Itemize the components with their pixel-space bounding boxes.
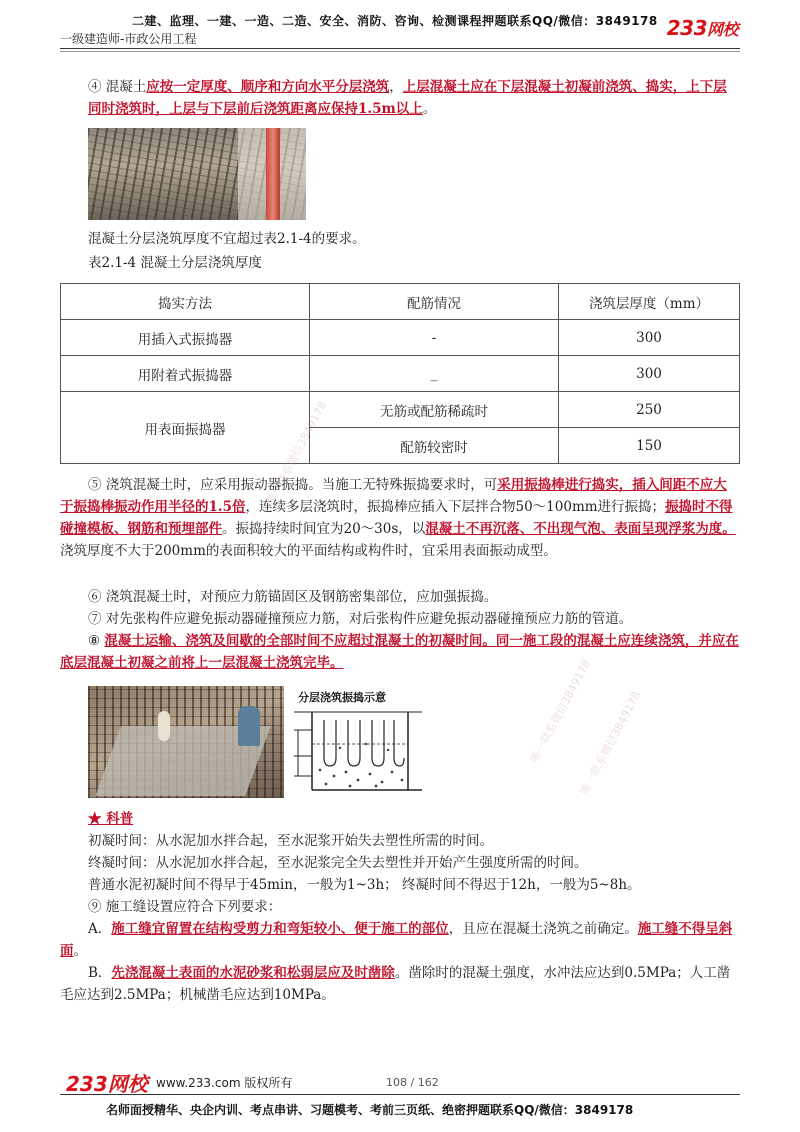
- table-cell: _: [310, 356, 559, 392]
- page-number: 108 / 162: [386, 1076, 439, 1089]
- layer-thickness-table: [60, 283, 740, 464]
- footer-contact-line: 名师面授精华、央企内训、考点串讲、习题模考、考前三页纸、绝密押题联系QQ/微信：3849178: [106, 1103, 634, 1117]
- table-cell: 用表面振捣器: [61, 392, 310, 464]
- paragraph-8: ⑧ 混凝土运输、浇筑及间歇的全部时间不应超过混凝土的初凝时间。同一施工段的混凝土应连续浇筑，并应在底层混凝土初凝之前将上一层混凝土浇筑完毕。: [60, 633, 739, 671]
- paragraph-b: B．先浇混凝土表面的水泥砂浆和松弱层应及时凿除。凿除时的混凝土强度，水冲法应达到0.5MPa；人工凿毛应达到2.5MPa；机械凿毛应达到10MPa。: [60, 965, 731, 1003]
- table-row: [61, 320, 740, 356]
- table-cell: 用附着式振捣器: [61, 356, 310, 392]
- intro-text: 混凝土分层浇筑厚度不宜超过表2.1-4的要求。: [88, 231, 366, 247]
- paragraph-6: ⑥ 浇筑混凝土时，对预应力筋锚固区及钢筋密集部位，应加强振捣。: [88, 589, 498, 605]
- header-rule: [60, 48, 740, 49]
- table-cell: -: [310, 320, 559, 356]
- table-cell: 250: [559, 392, 740, 428]
- science-line-2: 终凝时间：从水泥加水拌合起，至水泥浆完全失去塑性并开始产生强度所需的时间。: [88, 855, 588, 871]
- table-row: [61, 392, 740, 428]
- header-contact-line: 二建、监理、一建、一造、二造、安全、消防、咨询、检测课程押题联系QQ/微信：3849178: [132, 14, 658, 28]
- table-header: 浇筑层厚度（mm）: [559, 284, 740, 320]
- table-header-row: [61, 284, 740, 320]
- footer-site[interactable]: www.233.com 版权所有: [156, 1076, 293, 1090]
- table-cell: 用插入式振捣器: [61, 320, 310, 356]
- table-cell: 300: [559, 320, 740, 356]
- paragraph-5: ⑤ 浇筑混凝土时，应采用振动器振捣。当施工无特殊振捣要求时，可采用振捣棒进行捣实，插入间距不应大于振捣棒振动作用半径的1.5倍，连续多层浇筑时，振捣棒应插入下层拌合物50～100mm进行振捣；振捣时不得碰撞模板、钢筋和预埋部件。振捣持续时间宜为20～30s，以混凝土不再沉落、不出现气泡、表面呈现浮浆为度。浇筑厚度不大于200mm的表面积较大的平面结构或构件时，宜采用表面振动成型。: [60, 477, 736, 559]
- science-line-1: 初凝时间：从水泥加水拌合起，至水泥浆开始失去塑性所需的时间。: [88, 833, 493, 849]
- table-cell: 配筋较密时: [310, 428, 559, 464]
- paragraph-7: ⑦ 对先张构件应避免振动器碰撞预应力筋，对后张构件应避免振动器碰撞预应力筋的管道。: [88, 611, 633, 627]
- header-subject: 一级建造师-市政公用工程: [60, 32, 197, 46]
- footer-logo: 233网校: [66, 1072, 148, 1096]
- diagram-title: 分层浇筑振捣示意: [298, 691, 386, 704]
- paragraph-a: A．施工缝宜留置在结构受剪力和弯矩较小、便于施工的部位，且应在混凝土浇筑之前确定。施工缝不得呈斜面。: [60, 921, 733, 959]
- layered-pouring-diagram: [290, 686, 426, 798]
- table-cell: 300: [559, 356, 740, 392]
- brand-logo: 233网校: [666, 16, 738, 40]
- watermark: 唯一联系微信3849178: [577, 689, 644, 798]
- construction-photo-2: [88, 686, 284, 798]
- watermark: 唯一联系微信3849178: [527, 657, 594, 766]
- table-cell: 无筋或配筋稀疏时: [310, 392, 559, 428]
- table-caption: 表2.1-4 混凝土分层浇筑厚度: [88, 255, 262, 271]
- paragraph-9: ⑨ 施工缝设置应符合下列要求：: [88, 899, 282, 915]
- construction-photo-1: [88, 128, 306, 220]
- watermark: 唯一联系微信3849178: [263, 399, 330, 508]
- table-cell: 150: [559, 428, 740, 464]
- science-title: ★ 科普: [88, 811, 134, 827]
- paragraph-4: ④ 混凝土应按一定厚度、顺序和方向水平分层浇筑，上层混凝土应在下层混凝土初凝前浇筑、捣实，上下层同时浇筑时，上层与下层前后浇筑距离应保持1.5m以上。: [88, 79, 727, 117]
- table-row: [61, 356, 740, 392]
- header-rule-secondary: [60, 51, 740, 52]
- footer-rule: [60, 1094, 740, 1095]
- table-header: 捣实方法: [61, 284, 310, 320]
- science-line-3: 普通水泥初凝时间不得早于45min，一般为1~3h； 终凝时间不得迟于12h，一般为5~8h。: [88, 877, 641, 893]
- table-header: 配筋情况: [310, 284, 559, 320]
